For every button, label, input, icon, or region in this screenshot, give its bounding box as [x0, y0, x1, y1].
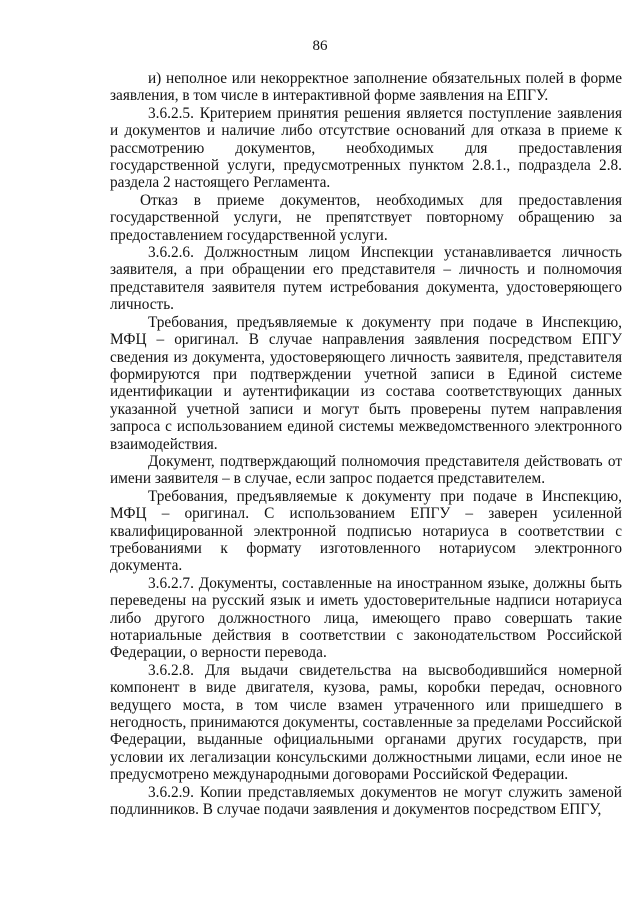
- paragraph: 3.6.2.9. Копии представляемых документов не могут служить заменой подлинников. В случае подачи заявления и документов посредством ЕПГУ,: [110, 783, 622, 819]
- document-body: [110, 70, 622, 818]
- paragraph: 3.6.2.8. Для выдачи свидетельства на высвободившийся номерной компонент в виде двигателя, кузова, рамы, коробки передач, основного ведущего моста, в том числе взамен утраченного или пришедшего в негодность, принимаются документы, составленные за пределами Российской Федерации, выданные официальными органами других государств, при условии их легализации консульскими должностными лицами, если иное не предусмотрено международными договорами Российской Федерации.: [110, 661, 622, 784]
- paragraph: Требования, предъявляемые к документу при подаче в Инспекцию, МФЦ – оригинал. С использованием ЕПГУ – заверен усиленной квалифицированной электронной подписью нотариуса в соответствии с требованиями к формату изготовленного нотариусом электронного документа.: [110, 487, 622, 575]
- page-number: 86: [312, 38, 328, 54]
- paragraph: Документ, подтверждающий полномочия представителя действовать от имени заявителя – в случае, если запрос подается представителем.: [110, 452, 622, 488]
- paragraph: Отказ в приеме документов, необходимых для предоставления государственной услуги, не препятствует повторному обращению за предоставлением государственной услуги.: [110, 191, 622, 244]
- paragraph: 3.6.2.7. Документы, составленные на иностранном языке, должны быть переведены на русский язык и иметь удостоверительные надписи нотариуса либо другого должностного лица, имеющего право совершать такие нотариальные действия в соответствии с законодательством Российской Федерации, о верности перевода.: [110, 574, 622, 662]
- paragraph: 3.6.2.5. Критерием принятия решения является поступление заявления и документов и наличие либо отсутствие оснований для отказа в приеме к рассмотрению документов, необходимых для предоставления государственной услуги, предусмотренных пунктом 2.8.1., подраздела 2.8. раздела 2 настоящего Регламента.: [110, 104, 622, 192]
- paragraph: Требования, предъявляемые к документу при подаче в Инспекцию, МФЦ – оригинал. В случае направления заявления посредством ЕПГУ сведения из документа, удостоверяющего личность заявителя, представителя формируются при подтверждении учетной записи в Единой системе идентификации и аутентификации из состава соответствующих данных указанной учетной записи и могут быть проверены путем направления запроса с использованием единой системы межведомственного электронного взаимодействия.: [110, 313, 622, 453]
- paragraph: 3.6.2.6. Должностным лицом Инспекции устанавливается личность заявителя, а при обращении его представителя – личность и полномочия представителя заявителя путем истребования документа, удостоверяющего личность.: [110, 244, 622, 314]
- paragraph: и) неполное или некорректное заполнение обязательных полей в форме заявления, в том числе в интерактивной форме заявления на ЕПГУ.: [110, 70, 622, 105]
